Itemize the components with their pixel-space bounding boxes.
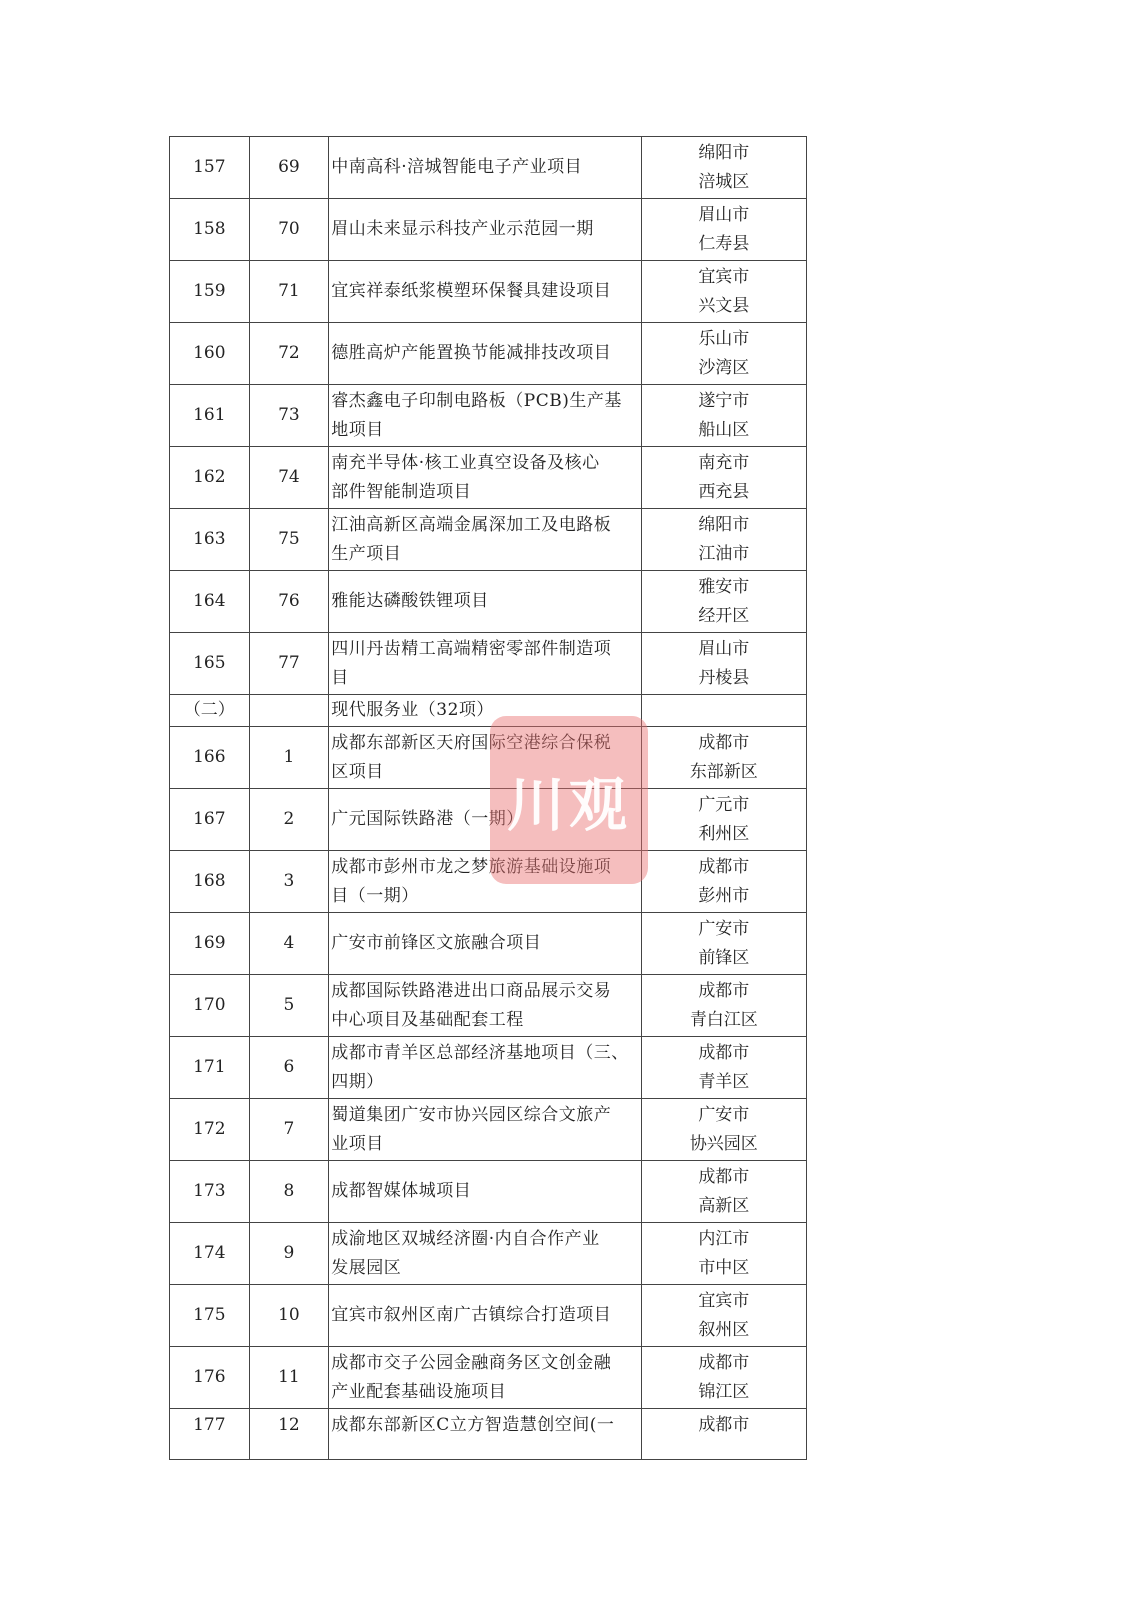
row-index-cell: 167 [170, 789, 250, 851]
row-subindex-cell: 77 [249, 633, 329, 695]
location-cell: 绵阳市 涪城区 [641, 137, 806, 199]
project-name-cell: 四川丹齿精工高端精密零部件制造项 目 [329, 633, 641, 695]
row-index-cell: 176 [170, 1347, 250, 1409]
row-index-cell: 177 [170, 1409, 250, 1460]
row-subindex-cell: 5 [249, 975, 329, 1037]
table-row [170, 913, 807, 975]
row-subindex-cell: 4 [249, 913, 329, 975]
row-subindex-cell: 1 [249, 727, 329, 789]
table-row [170, 1347, 807, 1409]
location-cell: 内江市 市中区 [641, 1223, 806, 1285]
row-index-cell: 172 [170, 1099, 250, 1161]
table-row [170, 1099, 807, 1161]
location-cell [641, 695, 806, 727]
location-cell: 南充市 西充县 [641, 447, 806, 509]
location-cell: 成都市 [641, 1409, 806, 1460]
project-table-body [170, 137, 807, 1460]
project-name-cell: 中南高科·涪城智能电子产业项目 [329, 137, 641, 199]
project-name-cell: 德胜高炉产能置换节能减排技改项目 [329, 323, 641, 385]
row-subindex-cell [249, 695, 329, 727]
location-cell: 成都市 东部新区 [641, 727, 806, 789]
row-subindex-cell: 12 [249, 1409, 329, 1460]
row-index-cell: 175 [170, 1285, 250, 1347]
table-row [170, 447, 807, 509]
table-row [170, 385, 807, 447]
row-subindex-cell: 76 [249, 571, 329, 633]
location-cell: 成都市 彭州市 [641, 851, 806, 913]
row-subindex-cell: 72 [249, 323, 329, 385]
project-name-cell: 成都市彭州市龙之梦旅游基础设施项 目（一期） [329, 851, 641, 913]
location-cell: 广安市 协兴园区 [641, 1099, 806, 1161]
row-index-cell: 158 [170, 199, 250, 261]
row-subindex-cell: 73 [249, 385, 329, 447]
row-subindex-cell: 3 [249, 851, 329, 913]
table-row [170, 1285, 807, 1347]
table-row [170, 1161, 807, 1223]
table-row [170, 1037, 807, 1099]
watermark-text: 川观 [506, 771, 631, 839]
table-row [170, 261, 807, 323]
table-row [170, 509, 807, 571]
project-name-cell: 现代服务业（32项） [329, 695, 641, 727]
project-name-cell: 成都智媒体城项目 [329, 1161, 641, 1223]
project-name-cell: 眉山未来显示科技产业示范园一期 [329, 199, 641, 261]
project-name-cell: 成都东部新区天府国际空港综合保税 区项目 [329, 727, 641, 789]
location-cell: 成都市 青羊区 [641, 1037, 806, 1099]
row-subindex-cell: 7 [249, 1099, 329, 1161]
project-name-cell: 雅能达磷酸铁锂项目 [329, 571, 641, 633]
table-row [170, 137, 807, 199]
table-row [170, 1223, 807, 1285]
table-row [170, 571, 807, 633]
row-subindex-cell: 69 [249, 137, 329, 199]
project-name-cell: 成都东部新区C立方智造慧创空间(一 [329, 1409, 641, 1460]
row-subindex-cell: 10 [249, 1285, 329, 1347]
project-name-cell: 江油高新区高端金属深加工及电路板 生产项目 [329, 509, 641, 571]
table-row [170, 323, 807, 385]
row-subindex-cell: 71 [249, 261, 329, 323]
row-index-cell: 174 [170, 1223, 250, 1285]
location-cell: 成都市 高新区 [641, 1161, 806, 1223]
location-cell: 绵阳市 江油市 [641, 509, 806, 571]
table-row [170, 789, 807, 851]
row-index-cell: 161 [170, 385, 250, 447]
row-index-cell: 163 [170, 509, 250, 571]
location-cell: 雅安市 经开区 [641, 571, 806, 633]
location-cell: 眉山市 仁寿县 [641, 199, 806, 261]
location-cell: 眉山市 丹棱县 [641, 633, 806, 695]
project-name-cell: 广元国际铁路港（一期） [329, 789, 641, 851]
table-row [170, 727, 807, 789]
location-cell: 乐山市 沙湾区 [641, 323, 806, 385]
row-subindex-cell: 74 [249, 447, 329, 509]
project-name-cell: 成渝地区双城经济圈·内自合作产业 发展园区 [329, 1223, 641, 1285]
row-index-cell: （二） [170, 695, 250, 727]
row-subindex-cell: 9 [249, 1223, 329, 1285]
table-row [170, 851, 807, 913]
row-subindex-cell: 8 [249, 1161, 329, 1223]
row-index-cell: 173 [170, 1161, 250, 1223]
project-name-cell: 蜀道集团广安市协兴园区综合文旅产 业项目 [329, 1099, 641, 1161]
project-name-cell: 广安市前锋区文旅融合项目 [329, 913, 641, 975]
location-cell: 宜宾市 叙州区 [641, 1285, 806, 1347]
row-subindex-cell: 75 [249, 509, 329, 571]
project-name-cell: 宜宾祥泰纸浆模塑环保餐具建设项目 [329, 261, 641, 323]
row-index-cell: 157 [170, 137, 250, 199]
row-index-cell: 170 [170, 975, 250, 1037]
location-cell: 广元市 利州区 [641, 789, 806, 851]
row-index-cell: 162 [170, 447, 250, 509]
row-index-cell: 168 [170, 851, 250, 913]
row-index-cell: 160 [170, 323, 250, 385]
location-cell: 成都市 青白江区 [641, 975, 806, 1037]
location-cell: 成都市 锦江区 [641, 1347, 806, 1409]
row-index-cell: 159 [170, 261, 250, 323]
project-name-cell: 南充半导体·核工业真空设备及核心 部件智能制造项目 [329, 447, 641, 509]
row-subindex-cell: 70 [249, 199, 329, 261]
section-header-row [170, 695, 807, 727]
row-index-cell: 165 [170, 633, 250, 695]
project-name-cell: 成都市青羊区总部经济基地项目（三、 四期） [329, 1037, 641, 1099]
location-cell: 宜宾市 兴文县 [641, 261, 806, 323]
row-subindex-cell: 11 [249, 1347, 329, 1409]
project-table [169, 136, 807, 1460]
table-row [170, 1409, 807, 1460]
table-row [170, 199, 807, 261]
project-name-cell: 成都国际铁路港进出口商品展示交易 中心项目及基础配套工程 [329, 975, 641, 1037]
table-row [170, 975, 807, 1037]
location-cell: 遂宁市 船山区 [641, 385, 806, 447]
location-cell: 广安市 前锋区 [641, 913, 806, 975]
row-index-cell: 169 [170, 913, 250, 975]
row-subindex-cell: 6 [249, 1037, 329, 1099]
project-name-cell: 成都市交子公园金融商务区文创金融 产业配套基础设施项目 [329, 1347, 641, 1409]
row-index-cell: 166 [170, 727, 250, 789]
row-subindex-cell: 2 [249, 789, 329, 851]
table-row [170, 633, 807, 695]
project-name-cell: 宜宾市叙州区南广古镇综合打造项目 [329, 1285, 641, 1347]
row-index-cell: 164 [170, 571, 250, 633]
row-index-cell: 171 [170, 1037, 250, 1099]
project-name-cell: 睿杰鑫电子印制电路板（PCB)生产基 地项目 [329, 385, 641, 447]
